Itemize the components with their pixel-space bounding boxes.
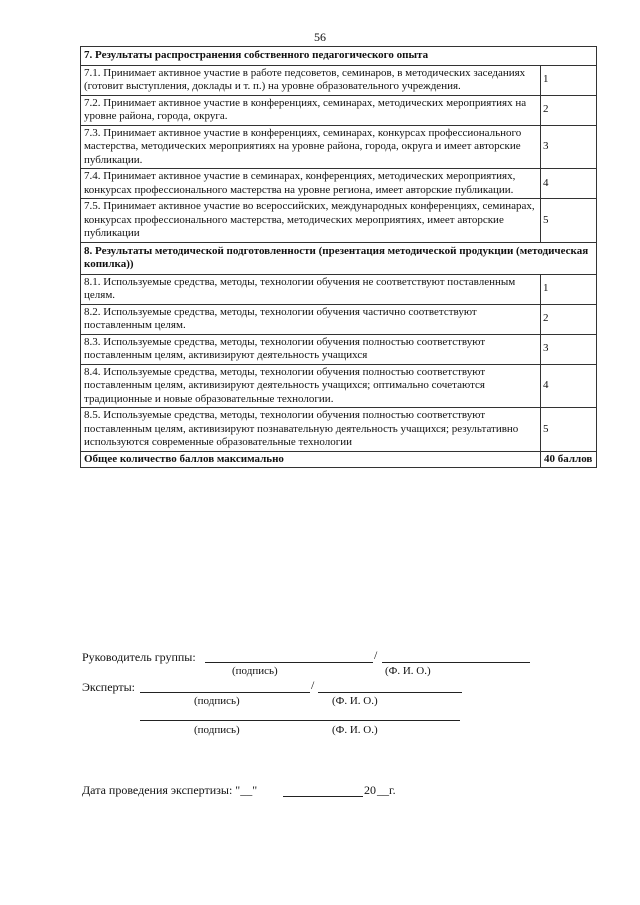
criterion-text: 8.5. Используемые средства, методы, технологии обучения полностью соответствуют поставленным целям, активизируют познавательную деятельность учащихся; результативно используются современные образовательные технологии [81, 408, 541, 452]
leader-label: Руководитель группы: [82, 650, 196, 664]
expert2-name-caption: (Ф. И. О.) [332, 724, 378, 736]
table-row [81, 274, 597, 304]
criterion-score: 3 [541, 125, 597, 169]
criterion-score: 2 [541, 95, 597, 125]
expert2-line[interactable] [140, 720, 460, 721]
leader-slash: / [374, 648, 378, 662]
criterion-text: 7.1. Принимает активное участие в работе педсоветов, семинаров, в методических заседаниях (готовит выступления, доклады и т. п.) на уровне образовательного учреждения. [81, 65, 541, 95]
criterion-score: 1 [541, 65, 597, 95]
criterion-text: 7.3. Принимает активное участие в конференциях, семинарах, конкурсах профессионального мастерства, методических мероприятиях на уровне района, города, округа и имеет авторские публикации. [81, 125, 541, 169]
total-label: Общее количество баллов максимально [81, 451, 541, 468]
criterion-score: 5 [541, 408, 597, 452]
table-row [81, 334, 597, 364]
criterion-score: 4 [541, 169, 597, 199]
exam-date-label: Дата проведения экспертизы: "__" [82, 783, 258, 797]
expert1-signature-caption: (подпись) [194, 695, 240, 707]
section-header-row [81, 47, 597, 66]
criterion-text: 8.1. Используемые средства, методы, технологии обучения не соответствуют поставленным целям. [81, 274, 541, 304]
leader-name-line[interactable] [382, 662, 530, 663]
section-header-row [81, 242, 597, 274]
criterion-text: 7.4. Принимает активное участие в семинарах, конференциях, методических мероприятиях, конкурсах профессионального мастерства на уровне региона, имеет авторские публикации. [81, 169, 541, 199]
table-row [81, 408, 597, 452]
expert1-signature-line[interactable] [140, 692, 310, 693]
table-row [81, 199, 597, 243]
criterion-score: 2 [541, 304, 597, 334]
table-row [81, 65, 597, 95]
page-number: 56 [314, 30, 326, 44]
criterion-text: 7.2. Принимает активное участие в конференциях, семинарах, методических мероприятиях на уровне района, города, округа. [81, 95, 541, 125]
section-title: 7. Результаты распространения собственного педагогического опыта [81, 47, 597, 66]
exam-date-month-line[interactable] [283, 796, 363, 797]
criterion-score: 4 [541, 364, 597, 408]
total-value: 40 баллов [541, 451, 597, 468]
leader-name-caption: (Ф. И. О.) [385, 665, 431, 677]
expert2-signature-caption: (подпись) [194, 724, 240, 736]
criterion-text: 8.2. Используемые средства, методы, технологии обучения частично соответствуют поставленным целям. [81, 304, 541, 334]
section-title: 8. Результаты методической подготовленности (презентация методической продукции (методическая копилка)) [81, 242, 597, 274]
table-row [81, 95, 597, 125]
total-row [81, 451, 597, 468]
exam-date-year-prefix: 20 [364, 783, 376, 797]
criterion-score: 1 [541, 274, 597, 304]
criteria-table [80, 46, 597, 468]
exam-date-year-suffix: __г. [377, 783, 396, 797]
expert1-slash: / [311, 678, 315, 692]
table-row [81, 169, 597, 199]
criterion-score: 5 [541, 199, 597, 243]
criterion-text: 8.4. Используемые средства, методы, технологии обучения полностью соответствуют поставленным целям, активизируют деятельность учащихся; оптимально сочетаются традиционные и новые образовательные технологии. [81, 364, 541, 408]
table-row [81, 364, 597, 408]
expert1-name-caption: (Ф. И. О.) [332, 695, 378, 707]
table-row [81, 125, 597, 169]
table-row [81, 304, 597, 334]
experts-label: Эксперты: [82, 680, 136, 694]
leader-signature-caption: (подпись) [232, 665, 278, 677]
criterion-score: 3 [541, 334, 597, 364]
criterion-text: 7.5. Принимает активное участие во всероссийских, международных конференциях, семинарах, конкурсах профессионального мастерства, методических мероприятиях, имеет авторские публикации [81, 199, 541, 243]
criterion-text: 8.3. Используемые средства, методы, технологии обучения полностью соответствуют поставленным целям, активизируют деятельность учащихся [81, 334, 541, 364]
leader-signature-line[interactable] [205, 662, 373, 663]
expert1-name-line[interactable] [318, 692, 462, 693]
